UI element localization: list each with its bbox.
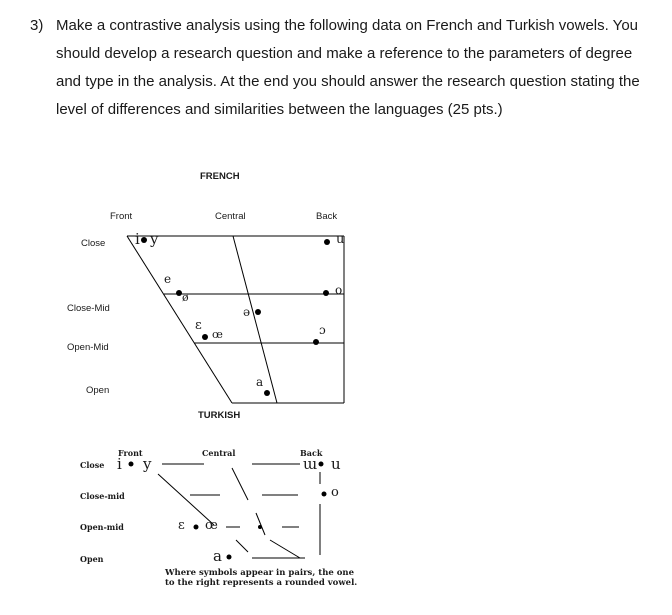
turkish-front-diag-2 [236, 540, 248, 552]
turkish-dot-mid [258, 525, 262, 529]
french-sym-o: o [335, 283, 343, 297]
turkish-sym-ɛ: ɛ [178, 518, 185, 533]
french-sym-ɛ: ɛ [195, 318, 202, 333]
french-sym-ø: ø [182, 291, 189, 304]
turkish-dot-i-y [129, 462, 134, 467]
french-row-open: Open [86, 385, 110, 396]
turkish-col-front: Front [118, 448, 143, 458]
turkish-col-back: Back [300, 448, 323, 458]
turkish-title: TURKISH [198, 410, 241, 421]
french-row-open-mid: Open-Mid [67, 342, 109, 353]
question-line-3: and type in the analysis. At the end you should answer the research question stating the [56, 73, 640, 90]
french-sym-y: y [150, 230, 159, 248]
turkish-dot-a [227, 555, 232, 560]
turkish-open-diag [270, 540, 300, 558]
question-line-4: level of differences and similarities between the languages (25 pts.) [56, 101, 503, 118]
turkish-col-central: Central [202, 448, 236, 458]
turkish-sym-y: y [143, 455, 152, 473]
turkish-row-close-mid: Close-mid [80, 491, 125, 501]
french-sym-ɔ: ɔ [319, 323, 326, 337]
turkish-row-close: Close [80, 460, 105, 470]
turkish-central-diag-1 [232, 468, 248, 500]
turkish-sym-a: a [213, 547, 222, 565]
turkish-sym-œ: œ [205, 518, 218, 533]
french-col-back: Back [316, 211, 338, 222]
turkish-dot-o [322, 492, 327, 497]
turkish-central-diag-2 [256, 513, 265, 535]
turkish-row-open-mid: Open-mid [80, 522, 124, 532]
question-line-1: Make a contrastive analysis using the following data on French and Turkish vowels. You [56, 17, 638, 34]
turkish-sym-ɯ: ɯ [303, 455, 318, 473]
turkish-row-open: Open [80, 554, 104, 564]
french-sym-e: e [164, 272, 172, 286]
question-number: 3) [30, 17, 44, 34]
french-sym-ə: ə [243, 305, 251, 319]
french-sym-i: i [135, 230, 140, 248]
french-row-close-mid: Close-Mid [67, 303, 110, 314]
french-row-close: Close [81, 238, 106, 249]
french-title: FRENCH [200, 171, 240, 182]
turkish-dot-ɯ-u [319, 462, 324, 467]
turkish-sym-i: i [117, 455, 122, 473]
turkish-sym-o: o [331, 485, 339, 500]
turkish-sym-u: u [331, 455, 341, 473]
french-sym-u: u [336, 232, 345, 247]
turkish-note-line-1: Where symbols appear in pairs, the one [165, 568, 354, 578]
french-sym-œ: œ [212, 328, 223, 341]
french-sym-a: a [256, 375, 264, 389]
french-col-front: Front [110, 211, 133, 222]
question-line-2: should develop a research question and make a reference to the parameters of degree [56, 45, 633, 62]
french-col-central: Central [215, 211, 246, 222]
turkish-note-line-2: to the right represents a rounded vowel. [165, 578, 358, 588]
turkish-dot-ɛ-œ [194, 525, 199, 530]
